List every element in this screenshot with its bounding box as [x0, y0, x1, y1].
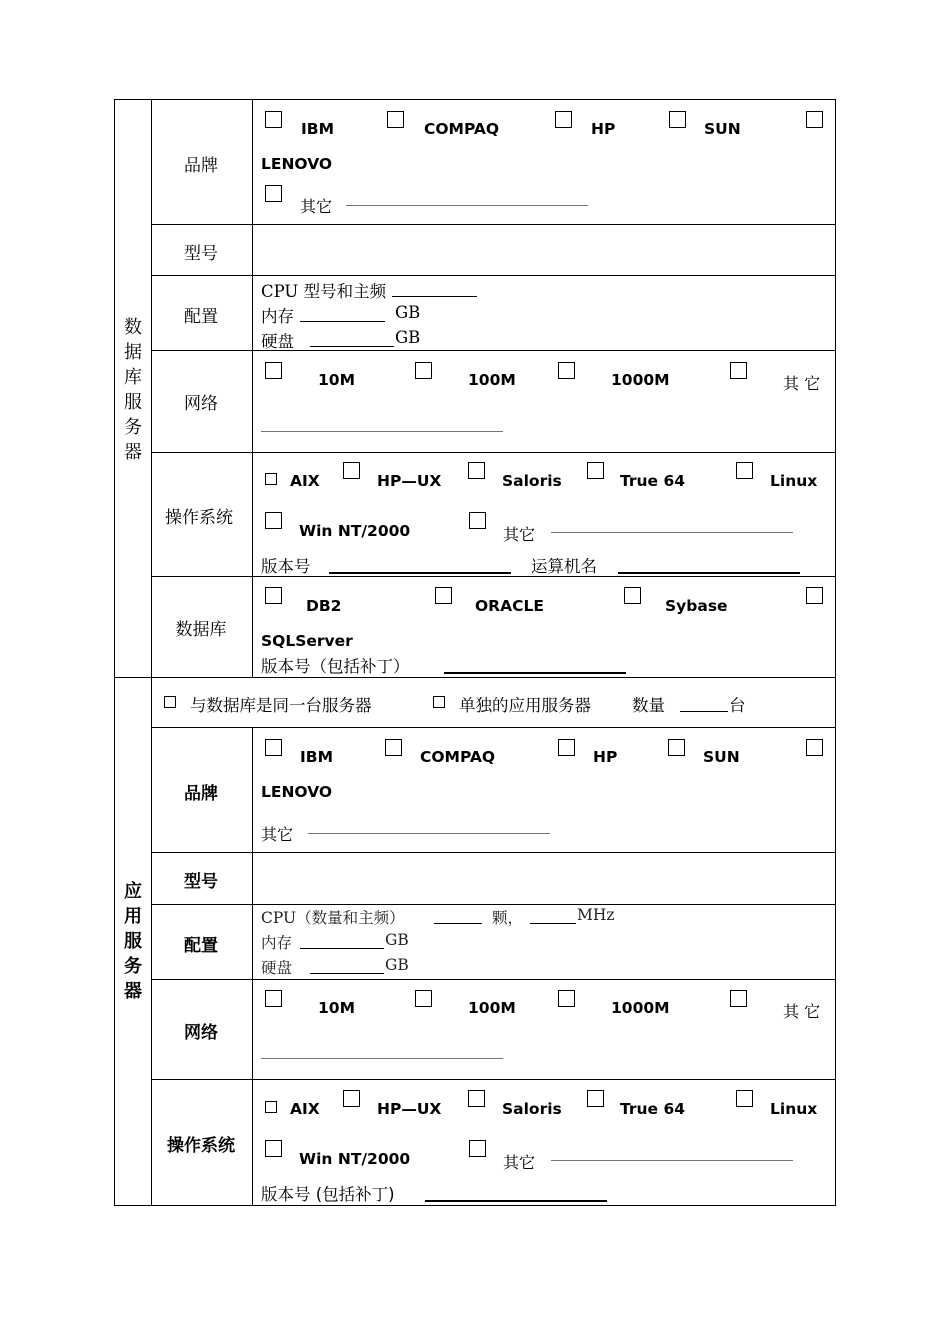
db-os-true64-checkbox[interactable] [587, 462, 604, 479]
db-os-winnt-checkbox[interactable] [265, 512, 282, 529]
app-brand-hp-label: HP [593, 748, 618, 766]
db-os-hpux-label: HP—UX [377, 472, 442, 490]
db-memory-label: 内存 [261, 307, 294, 326]
app-cpu-freq-input[interactable] [530, 923, 576, 924]
app-brand-lenovo-checkbox[interactable] [806, 739, 823, 756]
db-net-100m-label: 100M [468, 371, 516, 389]
app-os-true64-label: True 64 [620, 1100, 686, 1118]
db-brand-sun-checkbox[interactable] [669, 111, 686, 128]
app-brand-ibm-checkbox[interactable] [265, 739, 282, 756]
app-brand-other-label: 其它 [261, 825, 294, 844]
db-disk-input[interactable] [310, 346, 394, 347]
app-net-100m-checkbox[interactable] [415, 990, 432, 1007]
db-os-label: 操作系统 [165, 508, 233, 528]
app-same-server-checkbox[interactable] [164, 696, 176, 708]
db-os-saloris-label: Saloris [502, 472, 562, 490]
app-net-10m-label: 10M [318, 999, 355, 1017]
app-os-linux-label: Linux [770, 1100, 818, 1118]
app-brand-compaq-label: COMPAQ [420, 748, 496, 766]
db-sqlserver-label: SQLServer [261, 632, 353, 650]
app-disk-input[interactable] [310, 973, 384, 974]
app-net-1000m-checkbox[interactable] [558, 990, 575, 1007]
app-os-version-label: 版本号 (包括补丁) [261, 1185, 395, 1204]
db-db2-label: DB2 [306, 597, 342, 615]
db-brand-label: 品牌 [184, 156, 218, 176]
db-memory-input[interactable] [300, 321, 385, 322]
app-brand-sun-label: SUN [703, 748, 740, 766]
app-net-other-label: 其 它 [783, 1002, 821, 1021]
app-os-winnt-checkbox[interactable] [265, 1140, 282, 1157]
db-os-hpux-checkbox[interactable] [343, 462, 360, 479]
app-os-saloris-checkbox[interactable] [468, 1090, 485, 1107]
db-sybase-label: Sybase [665, 597, 728, 615]
app-cpu-label: CPU（数量和主频） [261, 909, 405, 927]
app-memory-label: 内存 [261, 934, 293, 952]
app-disk-unit: GB [385, 956, 409, 974]
app-cpu-mhz: MHz [577, 906, 615, 924]
section-divider [114, 677, 836, 678]
db-os-winnt-label: Win NT/2000 [299, 522, 411, 540]
db-network-label: 网络 [184, 394, 218, 414]
db-brand-other-checkbox[interactable] [265, 185, 282, 202]
app-brand-compaq-checkbox[interactable] [385, 739, 402, 756]
db-os-aix-checkbox[interactable] [265, 473, 277, 485]
app-model-input[interactable] [254, 854, 834, 902]
db-os-saloris-checkbox[interactable] [468, 462, 485, 479]
db-brand-compaq-label: COMPAQ [424, 120, 500, 138]
db-os-true64-label: True 64 [620, 472, 686, 490]
db-brand-sun-label: SUN [704, 120, 741, 138]
db-brand-compaq-checkbox[interactable] [387, 111, 404, 128]
db-cpu-input[interactable] [392, 296, 477, 297]
app-net-100m-label: 100M [468, 999, 516, 1017]
app-net-other-checkbox[interactable] [730, 990, 747, 1007]
app-os-hpux-checkbox[interactable] [343, 1090, 360, 1107]
db-brand-ibm-label: IBM [301, 120, 335, 138]
db-database-label: 数据库 [175, 620, 227, 640]
app-brand-lenovo-label: LENOVO [261, 783, 333, 801]
db-brand-other-label: 其它 [300, 197, 333, 216]
db-os-linux-label: Linux [770, 472, 818, 490]
app-server-section-text: 应 用 服 务 器 [124, 881, 142, 1002]
db-net-1000m-label: 1000M [611, 371, 670, 389]
app-cpu-count-input[interactable] [434, 923, 482, 924]
app-os-winnt-label: Win NT/2000 [299, 1150, 411, 1168]
app-os-other-checkbox[interactable] [469, 1140, 486, 1157]
app-brand-label: 品牌 [184, 784, 218, 804]
column-divider-2 [252, 99, 253, 677]
db-os-other-checkbox[interactable] [469, 512, 486, 529]
db-model-label: 型号 [184, 244, 218, 264]
db-os-other-input[interactable] [551, 532, 793, 533]
db-disk-unit: GB [395, 328, 421, 347]
app-separate-checkbox[interactable] [433, 696, 445, 708]
db-cpu-label: CPU 型号和主频 [261, 282, 387, 301]
row-divider [151, 727, 836, 728]
row-divider [151, 224, 836, 225]
db-brand-hp-label: HP [591, 120, 616, 138]
db-brand-other-input[interactable] [346, 205, 588, 206]
db-oracle-checkbox[interactable] [435, 587, 452, 604]
db-brand-ibm-checkbox[interactable] [265, 111, 282, 128]
db-server-section-label [115, 315, 151, 465]
app-brand-sun-checkbox[interactable] [668, 739, 685, 756]
row-divider [151, 904, 836, 905]
db-server-section-text: 数 据 库 服 务 器 [124, 317, 142, 463]
row-divider [151, 979, 836, 980]
app-net-other-input[interactable] [261, 1058, 503, 1059]
db-memory-unit: GB [395, 303, 421, 322]
app-memory-unit: GB [385, 931, 409, 949]
app-server-section-label [115, 879, 151, 1004]
app-quantity-label: 数量 [632, 696, 665, 715]
db-net-other-label: 其 它 [783, 374, 821, 393]
app-net-1000m-label: 1000M [611, 999, 670, 1017]
db-net-other-input[interactable] [261, 431, 503, 432]
app-os-aix-label: AIX [290, 1100, 320, 1118]
column-divider-2b [252, 727, 253, 1206]
db-os-version-label: 版本号 [261, 557, 311, 576]
row-divider [151, 852, 836, 853]
app-model-label: 型号 [184, 872, 218, 892]
app-os-true64-checkbox[interactable] [587, 1090, 604, 1107]
db-os-linux-checkbox[interactable] [736, 462, 753, 479]
db-os-other-label: 其它 [503, 525, 536, 544]
row-divider [151, 1079, 836, 1080]
db-sqlserver-checkbox[interactable] [806, 587, 823, 604]
db-sybase-checkbox[interactable] [624, 587, 641, 604]
app-os-saloris-label: Saloris [502, 1100, 562, 1118]
db-oracle-label: ORACLE [475, 597, 544, 615]
app-os-linux-checkbox[interactable] [736, 1090, 753, 1107]
app-brand-hp-checkbox[interactable] [558, 739, 575, 756]
app-os-label: 操作系统 [167, 1136, 235, 1156]
app-net-10m-checkbox[interactable] [265, 990, 282, 1007]
app-config-label: 配置 [184, 936, 218, 956]
db-os-hostname-label: 运算机名 [531, 557, 597, 576]
db-net-10m-label: 10M [318, 371, 355, 389]
db-brand-lenovo-checkbox[interactable] [806, 111, 823, 128]
row-divider [151, 275, 836, 276]
app-separate-label: 单独的应用服务器 [459, 696, 591, 715]
app-disk-label: 硬盘 [261, 959, 293, 977]
db-net-100m-checkbox[interactable] [415, 362, 432, 379]
row-divider [151, 452, 836, 453]
app-same-server-label: 与数据库是同一台服务器 [190, 696, 372, 715]
app-brand-other-input[interactable] [308, 833, 550, 834]
db-net-10m-checkbox[interactable] [265, 362, 282, 379]
db-os-aix-label: AIX [290, 472, 320, 490]
db-brand-lenovo-label: LENOVO [261, 155, 333, 173]
row-divider [151, 350, 836, 351]
db-os-hostname-input[interactable] [618, 572, 800, 574]
app-network-label: 网络 [184, 1023, 218, 1043]
app-quantity-input[interactable] [680, 711, 728, 712]
app-os-version-input[interactable] [425, 1200, 607, 1202]
app-os-aix-checkbox[interactable] [265, 1101, 277, 1113]
db-net-other-checkbox[interactable] [730, 362, 747, 379]
db-model-input[interactable] [254, 226, 834, 273]
app-brand-ibm-label: IBM [300, 748, 334, 766]
app-memory-input[interactable] [300, 948, 384, 949]
row-divider [151, 576, 836, 577]
db-disk-label: 硬盘 [261, 332, 294, 351]
db-version-patch-label: 版本号（包括补丁） [261, 657, 410, 676]
app-os-hpux-label: HP—UX [377, 1100, 442, 1118]
db-net-1000m-checkbox[interactable] [558, 362, 575, 379]
db-version-patch-input[interactable] [444, 672, 626, 674]
app-quantity-unit: 台 [729, 696, 746, 715]
db-os-version-input[interactable] [329, 572, 511, 574]
db-brand-hp-checkbox[interactable] [555, 111, 572, 128]
app-os-other-label: 其它 [503, 1153, 536, 1172]
db-db2-checkbox[interactable] [265, 587, 282, 604]
app-cpu-unit: 颗， [492, 909, 524, 927]
app-os-other-input[interactable] [551, 1160, 793, 1161]
db-config-label: 配置 [184, 307, 218, 327]
